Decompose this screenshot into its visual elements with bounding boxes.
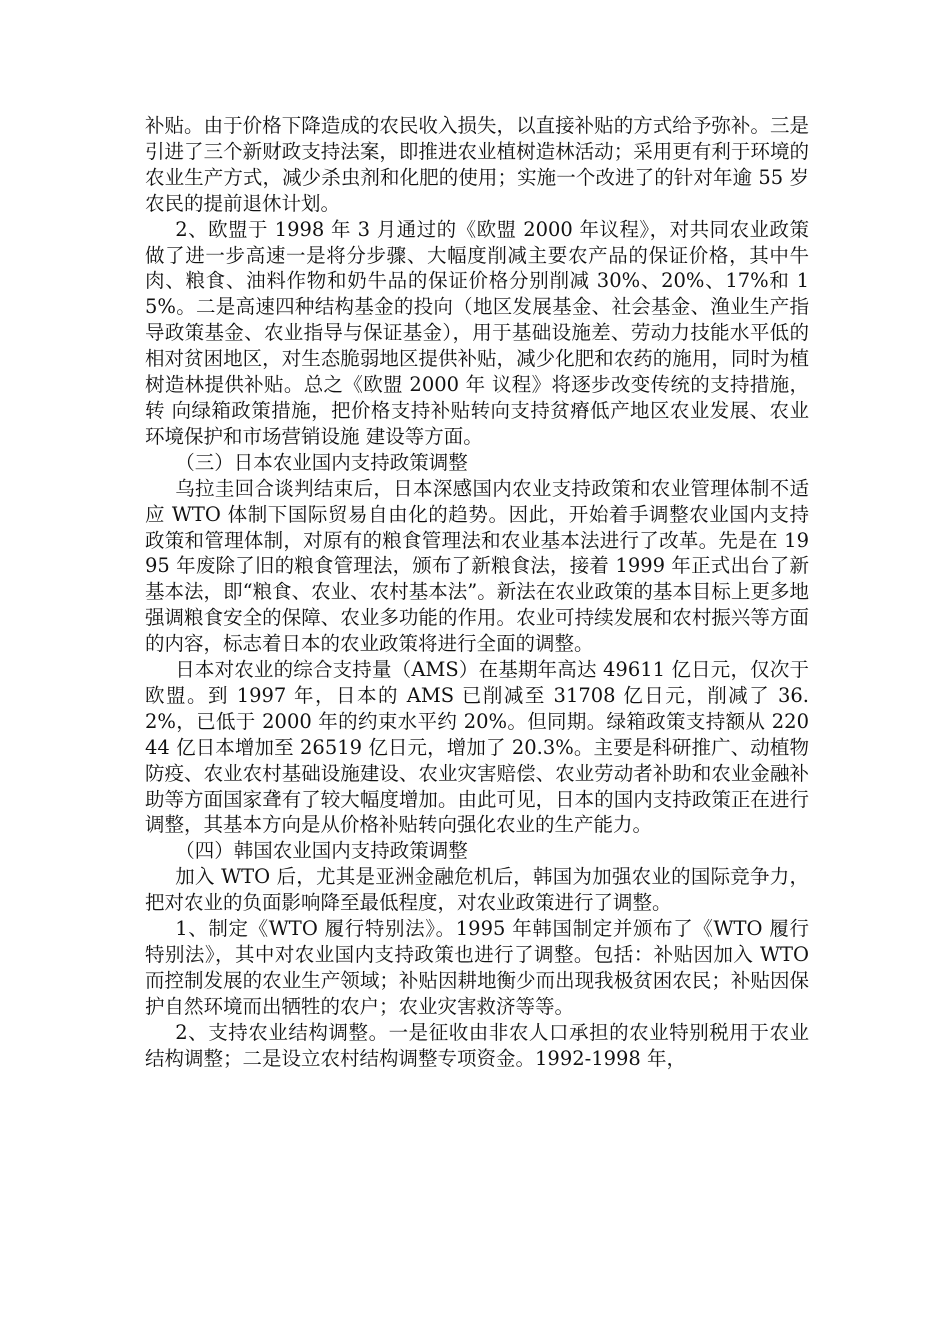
paragraph-continuation: 补贴。由于价格下降造成的农民收入损失，以直接补贴的方式给予弥补。三是引进了三个新财政支持法案，即推进农业植树造林活动；采用更有利于环境的农业生产方式，减少杀虫剂和化肥的使用；实施一个改进了的针对年逾 55 岁农民的提前退休计划。 [145,114,809,215]
section-heading-japan: （三）日本农业国内支持政策调整 [175,450,468,474]
paragraph-japan-ams: 日本对农业的综合支持量（AMS）在基期年高达 49611 亿日元，仅次于欧盟。到 1997 年，日本的 AMS 已削减至 31708 亿日元，削减了 36.2%，已低于 2000 年的约束水平约 20%。但同期。绿箱政策支持额从 22044 亿日本增加至 26519 亿日元，增加了 20.3%。主要是科研推广、动植物防疫、农业农村基础设施建设、农业灾害赔偿、农业劳动者补助和农业金融补助等方面国家聋有了较大幅度增加。由此可见，日本的国内支持政策正在进行调整，其基本方向是从价格补贴转向强化农业的生产能力。 [145,658,809,837]
paragraph-korea-intro: 加入 WTO 后，尤其是亚洲金融危机后，韩国为加强农业的国际竞争力，把对农业的负面影响降至最低程度，对农业政策进行了调整。 [145,865,809,915]
paragraph-japan-reform: 乌拉圭回合谈判结束后，日本深感国内农业支持政策和农业管理体制不适应 WTO 体制下国际贸易自由化的趋势。因此，开始着手调整农业国内支持政策和管理体制，对原有的粮食管理法和农业基本法进行了改革。先是在 1995 年废除了旧的粮食管理法，颁布了新粮食法，接着 1999 年正式出台了新基本法，即“粮食、农业、农村基本法”。新法在农业政策的基本目标上更多地强调粮食安全的保障、农业多功能的作用。农业可持续发展和农村振兴等方面的内容，标志着日本的农业政策将进行全面的调整。 [145,476,809,656]
paragraph-eu-agenda-2000: 2、欧盟于 1998 年 3 月通过的《欧盟 2000 年议程》，对共同农业政策做了进一步高速一是将分步骤、大幅度削减主要农产品的保证价格，其中牛肉、粮食、油料作物和奶牛品的保证价格分别削减 30%、20%、17%和 15%。二是高速四种结构基金的投向（地区发展基金、社会基金、渔业生产指导政策基金、农业指导与保证基金），用于基础设施差、劳动力技能水平低的相对贫困地区，对生态脆弱地区提供补贴，减少化肥和农药的施用，同时为植树造林提供补贴。总之《欧盟 2000 年 议程》将逐步改变传统的支持措施，转 向绿箱政策措施，把价格支持补贴转向支持贫瘠低产地区农业发展、农业环境保护和市场营销设施 建设等方面。 [145,217,809,448]
paragraph-korea-wto-law: 1、制定《WTO 履行特别法》。1995 年韩国制定并颁布了《WTO 履行特别法》，其中对农业国内支持政策也进行了调整。包括：补贴因加入 WTO 而控制发展的农业生产领域；补贴因耕地衡少而出现我极贫困农民；补贴因保护自然环境而出牺牲的农户；农业灾害救济等等。 [145,917,809,1018]
paragraph-korea-structure: 2、支持农业结构调整。一是征收由非农人口承担的农业特别税用于农业结构调整；二是设立农村结构调整专项资金。1992-1998 年， [145,1020,809,1070]
document-page [145,113,809,1072]
section-heading-korea: （四）韩国农业国内支持政策调整 [175,839,468,863]
